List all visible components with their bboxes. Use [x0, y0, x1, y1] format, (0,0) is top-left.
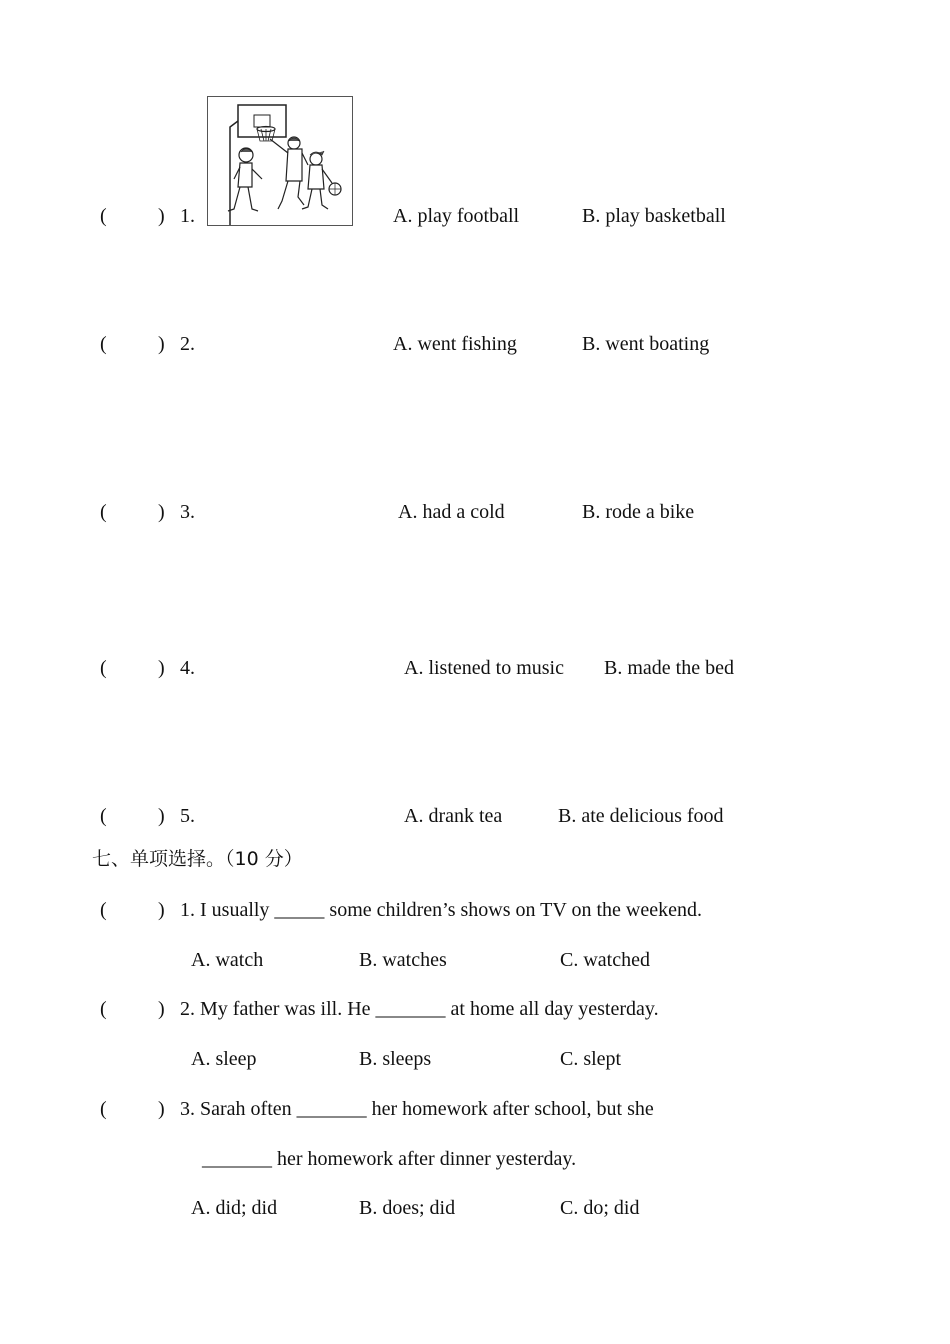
answer-paren-open: ( [100, 501, 107, 523]
option-b: B. ate delicious food [558, 805, 724, 827]
option-b: B. rode a bike [582, 501, 695, 523]
item-number: 1. [180, 205, 195, 227]
choice-a: A. did; did [191, 1197, 278, 1219]
option-a: A. had a cold [398, 501, 505, 523]
choice-b: B. sleeps [359, 1048, 432, 1070]
choice-c: C. do; did [560, 1197, 640, 1219]
basketball-players-picture [207, 96, 353, 226]
choice-a: A. watch [191, 949, 264, 971]
question-text: 3. Sarah often _______ her homework after school, but she [180, 1098, 654, 1120]
section-heading: 七、单项选择。（10 分） [92, 848, 303, 870]
question-text: 2. My father was ill. He _______ at home all day yesterday. [180, 998, 659, 1020]
answer-paren-open: ( [100, 333, 107, 355]
answer-paren-close: ) [158, 998, 165, 1020]
basketball-scene-icon [208, 97, 352, 225]
item-number: 2. [180, 333, 195, 355]
answer-paren-close: ) [158, 805, 165, 827]
choice-b: B. watches [359, 949, 447, 971]
option-a: A. play football [393, 205, 520, 227]
option-a: A. went fishing [393, 333, 517, 355]
answer-paren-open: ( [100, 205, 107, 227]
answer-paren-close: ) [158, 205, 165, 227]
question-text: 1. I usually _____ some children’s shows on TV on the weekend. [180, 899, 702, 921]
answer-paren-close: ) [158, 333, 165, 355]
choice-c: C. watched [560, 949, 650, 971]
option-b: B. play basketball [582, 205, 726, 227]
option-b: B. went boating [582, 333, 710, 355]
answer-paren-close: ) [158, 657, 165, 679]
answer-paren-open: ( [100, 1098, 107, 1120]
choice-c: C. slept [560, 1048, 622, 1070]
answer-paren-open: ( [100, 899, 107, 921]
option-a: A. drank tea [404, 805, 503, 827]
option-a: A. listened to music [404, 657, 564, 679]
answer-paren-open: ( [100, 805, 107, 827]
answer-paren-close: ) [158, 1098, 165, 1120]
question-text-continued: _______ her homework after dinner yesterday. [202, 1148, 577, 1170]
answer-paren-open: ( [100, 657, 107, 679]
item-number: 4. [180, 657, 195, 679]
option-b: B. made the bed [604, 657, 734, 679]
choice-b: B. does; did [359, 1197, 456, 1219]
item-number: 5. [180, 805, 195, 827]
choice-a: A. sleep [191, 1048, 257, 1070]
answer-paren-close: ) [158, 501, 165, 523]
item-number: 3. [180, 501, 195, 523]
answer-paren-open: ( [100, 998, 107, 1020]
answer-paren-close: ) [158, 899, 165, 921]
